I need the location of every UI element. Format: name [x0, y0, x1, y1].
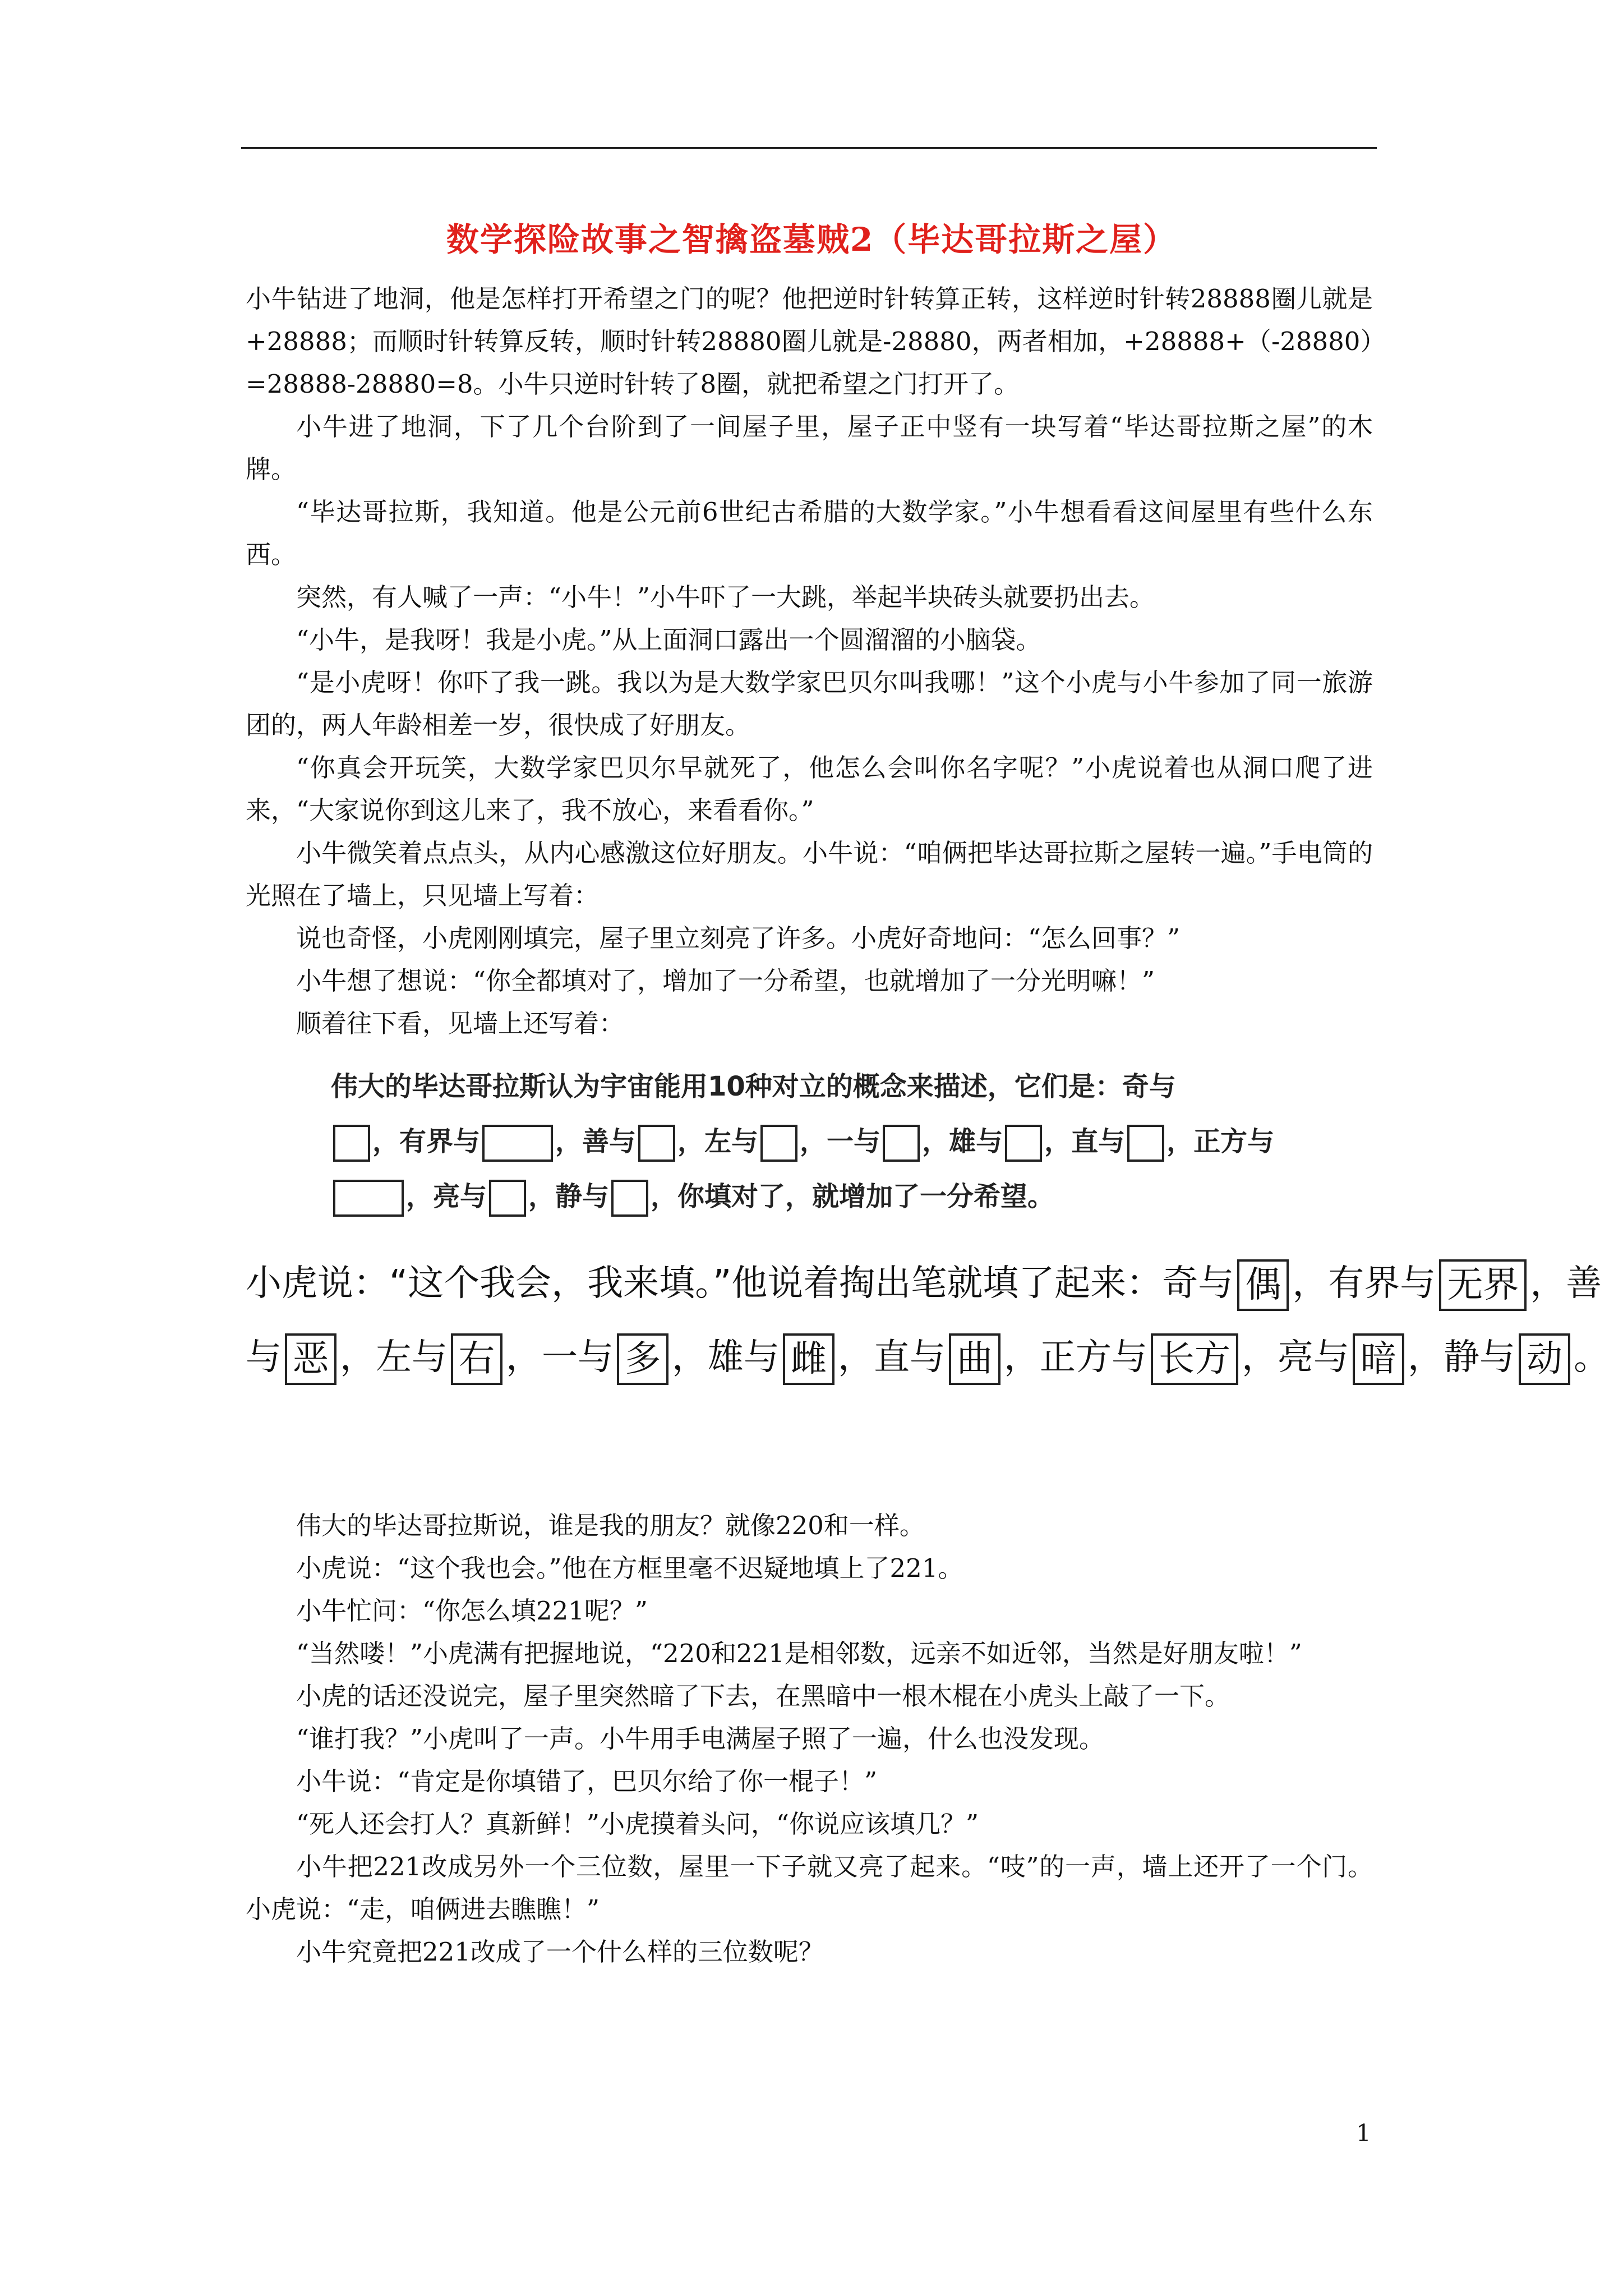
answer-text: ，直与 — [838, 1337, 946, 1378]
inscription-text: ，有界与 — [372, 1126, 481, 1157]
answer-text: ，雄与 — [672, 1337, 780, 1378]
paragraph: “死人还会打人？真新鲜！”小虎摸着头问，“你说应该填几？” — [296, 1809, 979, 1839]
inscription-text: ，雄与 — [922, 1126, 1003, 1157]
answer-box: 雌 — [783, 1333, 834, 1385]
answer-text: ，亮与 — [1242, 1337, 1349, 1378]
paragraph: 小牛说：“肯定是你填错了，巴贝尔给了你一棍子！” — [296, 1766, 878, 1796]
answer-box: 长方 — [1151, 1333, 1238, 1385]
answer-box: 暗 — [1353, 1333, 1404, 1385]
paragraph: 小牛把221改成另外一个三位数，屋里一下子就又亮了起来。“吱”的一声，墙上还开了一个门。小虎说：“走，咱俩进去瞧瞧！” — [246, 1852, 1373, 1924]
answer-box: 动 — [1519, 1333, 1570, 1385]
inscription-text: ，亮与 — [406, 1181, 487, 1212]
empty-box — [482, 1125, 553, 1162]
paragraph: 小牛钻进了地洞，他是怎样打开希望之门的呢？他把逆时针转算正转，这样逆时针转28888圈儿就是+28888；而顺时针转算反转，顺时针转28880圈儿就是-28880，两者相加，+28888+（-28880）=28888-28880=8。小牛只逆时针转了8圈，就把希望之门打开了。 — [246, 284, 1373, 399]
answer-text: ，善与 — [246, 1263, 1602, 1378]
inscription-text: ，一与 — [800, 1126, 881, 1157]
answer-box: 恶 — [285, 1333, 336, 1385]
paragraph: 小牛想了想说：“你全都填对了，增加了一分希望，也就增加了一分光明嘛！” — [296, 966, 1155, 996]
story-text-bottom — [246, 1504, 1373, 1973]
paragraph: 顺着往下看，见墙上还写着： — [296, 1009, 625, 1038]
answer-box: 偶 — [1237, 1259, 1289, 1311]
empty-box — [611, 1180, 648, 1217]
paragraph: 小虎的话还没说完，屋子里突然暗了下去，在黑暗中一根木棍在小虎头上敲了一下。 — [296, 1681, 1230, 1711]
answer-text: ，正方与 — [1004, 1337, 1147, 1378]
paragraph: “当然喽！”小虎满有把握地说，“220和221是相邻数，远亲不如近邻，当然是好朋友啦！” — [296, 1639, 1302, 1668]
empty-box — [1127, 1125, 1164, 1162]
paragraph: “你真会开玩笑，大数学家巴贝尔早就死了，他怎么会叫你名字呢？”小虎说着也从洞口爬了进来，“大家说你到这儿来了，我不放心，来看看你。” — [246, 753, 1373, 825]
paragraph: “谁打我？”小虎叫了一声。小牛用手电满屋子照了一遍，什么也没发现。 — [296, 1724, 1105, 1754]
inscription-text: 伟大的毕达哥拉斯认为宇宙能用10种对立的概念来描述，它们是：奇与 — [331, 1071, 1176, 1102]
paragraph: 小牛微笑着点点头，从内心感激这位好朋友。小牛说：“咱俩把毕达哥拉斯之屋转一遍。”手电筒的光照在了墙上，只见墙上写着： — [246, 838, 1373, 910]
answer-text: ，静与 — [1408, 1337, 1515, 1378]
answer-text: ，有界与 — [1292, 1263, 1436, 1304]
paragraph: “毕达哥拉斯，我知道。他是公元前6世纪古希腊的大数学家。”小牛想看看这间屋里有些什么东西。 — [246, 497, 1373, 569]
inscription-text: ，左与 — [677, 1126, 759, 1157]
story-text-top — [246, 278, 1373, 1045]
empty-box — [333, 1125, 370, 1162]
paragraph: 小牛忙问：“你怎么填221呢？” — [296, 1596, 648, 1626]
inscription-text: ，你填对了，就增加了一分希望。 — [651, 1181, 1055, 1212]
paragraph: 小牛进了地洞，下了几个台阶到了一间屋子里，屋子正中竖有一块写着“毕达哥拉斯之屋”的木牌。 — [246, 412, 1373, 484]
inscription-text: ，正方与 — [1166, 1126, 1275, 1157]
answer-box: 曲 — [949, 1333, 1000, 1385]
paragraph: 说也奇怪，小虎刚刚填完，屋子里立刻亮了许多。小虎好奇地问：“怎么回事？” — [296, 923, 1181, 953]
inscription-text: ，直与 — [1044, 1126, 1126, 1157]
page-number: 1 — [1356, 2119, 1371, 2147]
empty-box — [489, 1180, 526, 1217]
empty-box — [333, 1180, 404, 1217]
wall-inscription-blank — [331, 1059, 1374, 1227]
paragraph: 小牛究竟把221改成了一个什么样的三位数呢？ — [296, 1937, 824, 1967]
answer-text: ，一与 — [506, 1337, 614, 1378]
empty-box — [883, 1125, 920, 1162]
filled-answers-image — [246, 1246, 1623, 1482]
answer-text: 小虎说：“这个我会，我来填。”他说着掏出笔就填了起来：奇与 — [246, 1263, 1234, 1304]
answer-box: 右 — [451, 1333, 502, 1385]
empty-box — [638, 1125, 675, 1162]
inscription-text: ，善与 — [555, 1126, 637, 1157]
paragraph: 突然，有人喊了一声：“小牛！”小牛吓了一大跳，举起半块砖头就要扔出去。 — [296, 582, 1155, 612]
paragraph: “是小虎呀！你吓了我一跳。我以为是大数学家巴贝尔叫我哪！”这个小虎与小牛参加了同一旅游团的，两人年龄相差一岁，很快成了好朋友。 — [246, 668, 1373, 740]
paragraph: “小牛，是我呀！我是小虎。”从上面洞口露出一个圆溜溜的小脑袋。 — [296, 625, 1041, 655]
answer-box: 无界 — [1439, 1259, 1527, 1311]
answer-box: 多 — [617, 1333, 668, 1385]
inscription-text: ，静与 — [528, 1181, 610, 1212]
answer-text: 。 — [1574, 1337, 1610, 1378]
page-title: 数学探险故事之智擒盗墓贼2（毕达哥拉斯之屋） — [446, 220, 1177, 259]
empty-box — [760, 1125, 797, 1162]
paragraph: 小虎说：“这个我也会。”他在方框里毫不迟疑地填上了221。 — [296, 1553, 963, 1583]
empty-box — [1005, 1125, 1042, 1162]
paragraph: 伟大的毕达哥拉斯说，谁是我的朋友？就像220和一样。 — [296, 1511, 925, 1540]
answer-text: ，左与 — [340, 1337, 448, 1378]
header-rule — [241, 147, 1377, 149]
